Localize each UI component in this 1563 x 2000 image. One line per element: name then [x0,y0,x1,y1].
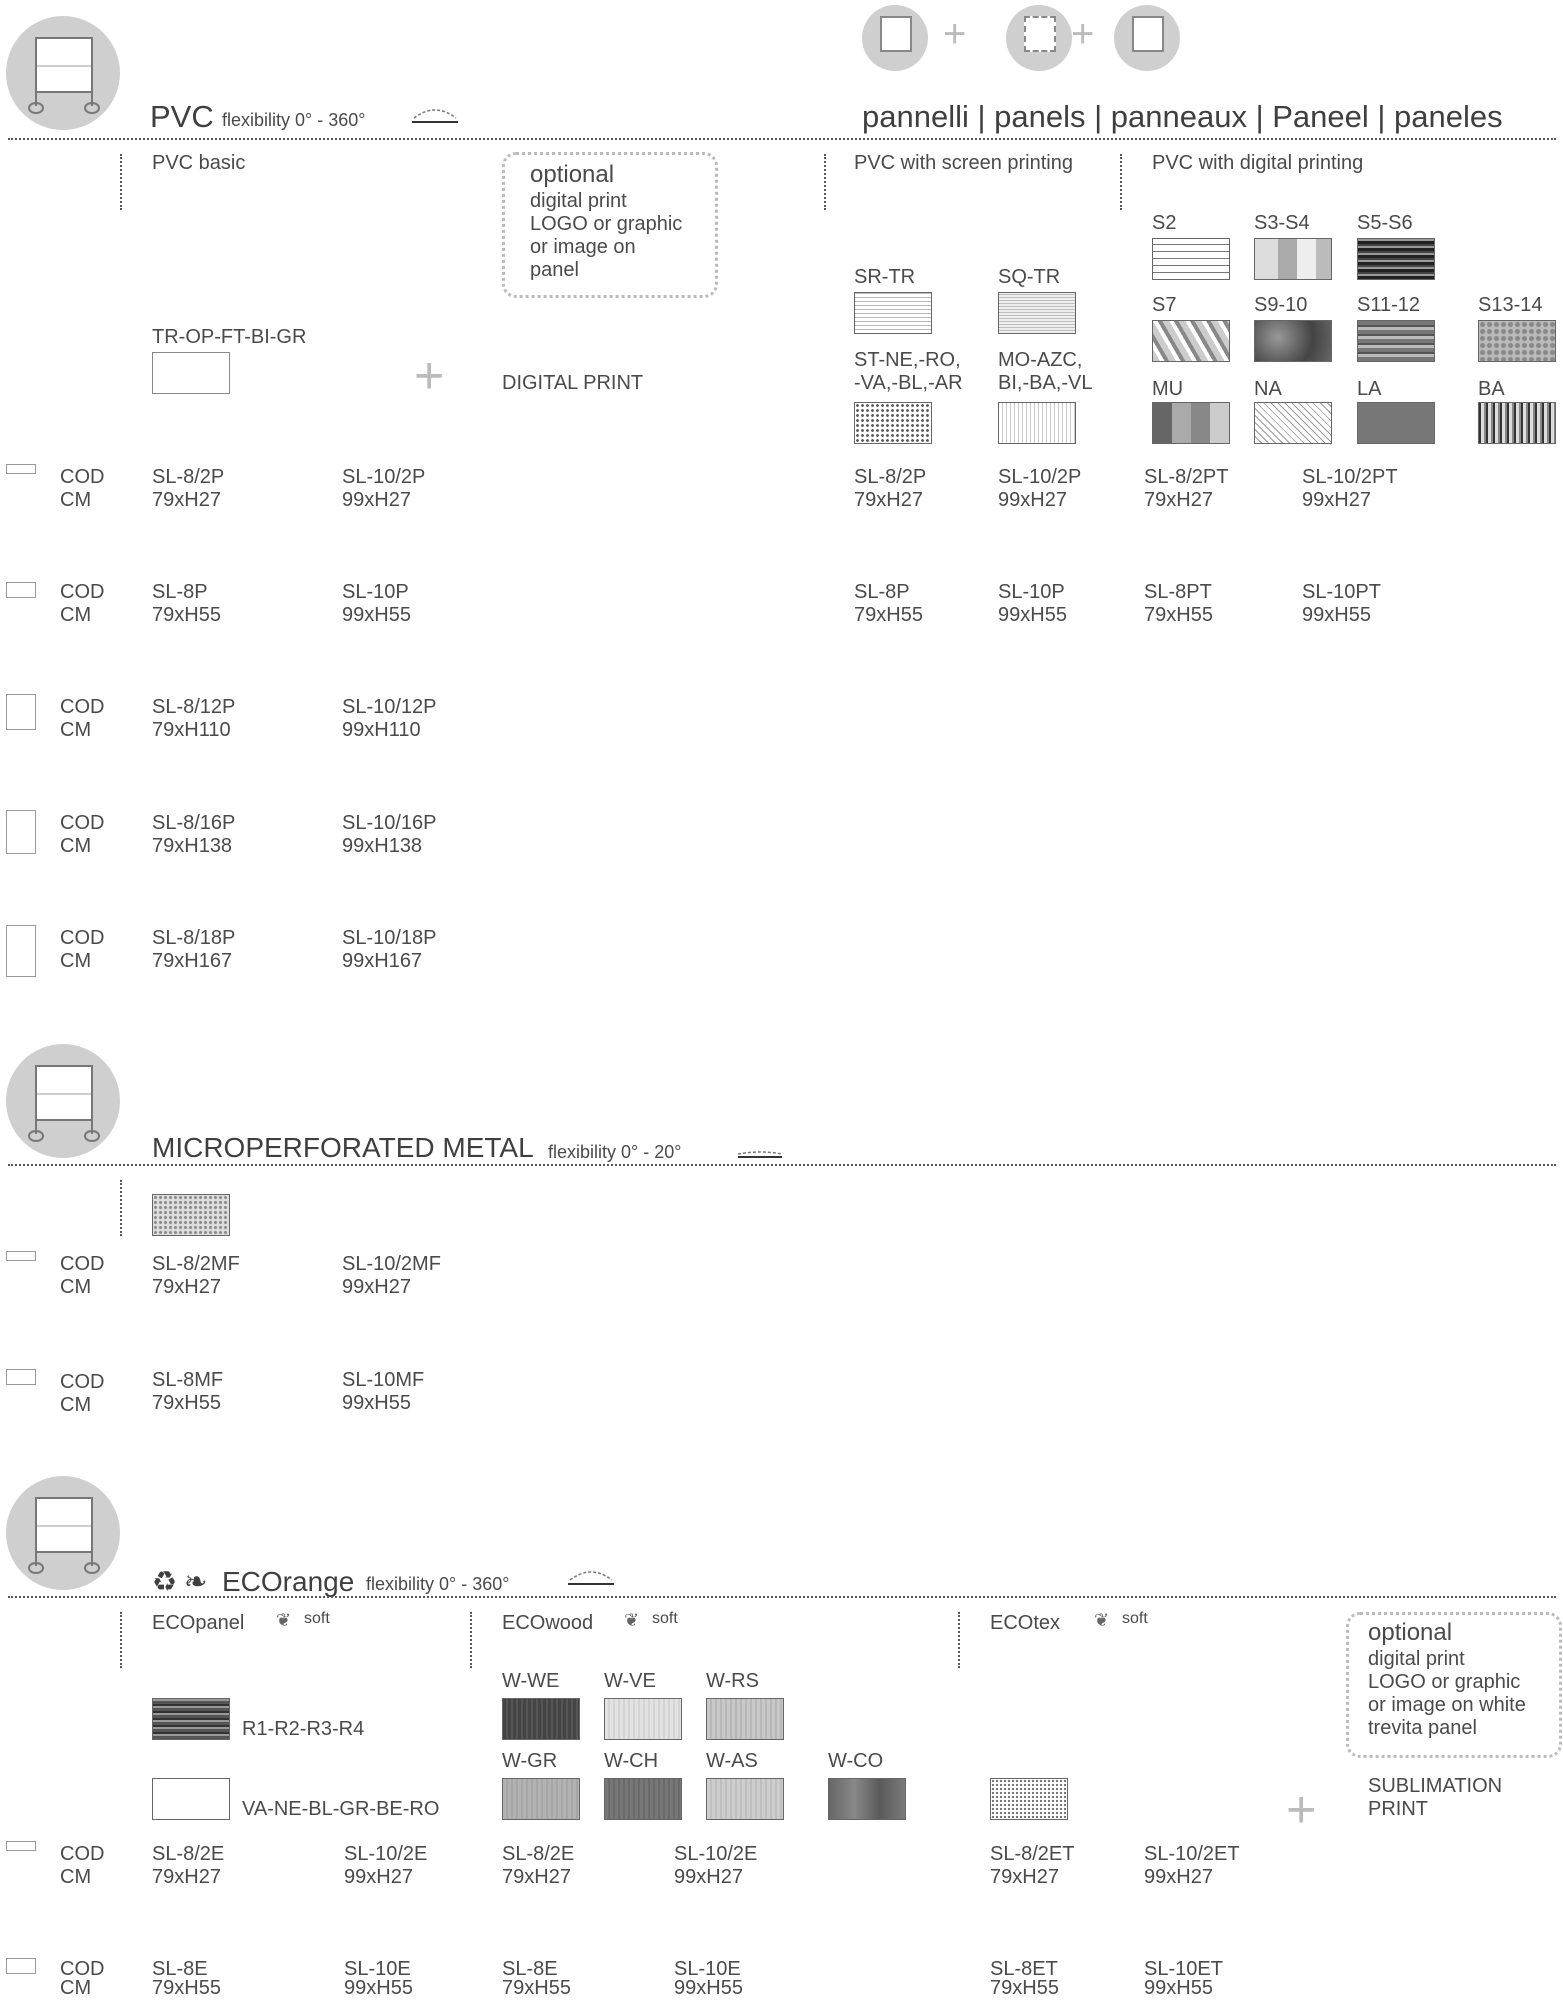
cm-label: CM [60,719,92,741]
swatch-sq-tr [998,292,1076,334]
swatch-s5-s6 [1357,238,1435,280]
panel-size-icon [6,582,36,598]
product-code: SL-8/2ET [990,1843,1075,1865]
product-size: 99xH55 [1144,1977,1213,1999]
product-size: 79xH55 [152,1392,221,1414]
product-code: SL-8E [152,1958,208,1980]
swatch-w-we [502,1698,580,1740]
optional-line: LOGO or graphic [1368,1671,1521,1693]
eco-flexibility: flexibility 0° - 360° [366,1574,510,1594]
product-code: SL-10PT [1302,581,1381,603]
swatch-ba [1478,402,1556,444]
plus-icon: + [1286,1781,1317,1839]
soft-leaf-icon: ❦ [1094,1610,1110,1630]
product-code: SL-10E [344,1958,411,1980]
divider [470,1612,472,1668]
product-size: 99xH167 [342,950,423,972]
wood-code: W-GR [502,1750,558,1772]
swatch-st [854,402,932,444]
product-code: SL-10/16P [342,812,437,834]
product-code: SL-8PT [1144,581,1212,603]
divider [8,1596,1556,1598]
swatch-microperforated [152,1194,230,1236]
cm-label: CM [60,1276,92,1298]
stand-icon-eco [6,1476,120,1590]
ecopanel-label: ECOpanel [152,1612,245,1634]
soft-label: soft [652,1610,678,1627]
divider [8,138,1556,140]
divider [120,1180,122,1236]
product-code: SL-8/18P [152,927,236,949]
swatch-code: MO-AZC, [998,349,1083,371]
product-size: 79xH27 [152,1276,221,1298]
ecotex-label: ECOtex [990,1612,1061,1634]
product-size: 99xH55 [998,604,1067,626]
panel-size-icon [6,1369,36,1385]
metal-title: MICROPERFORATED METAL [152,1132,534,1163]
pvc-flexibility: flexibility 0° - 360° [222,110,366,130]
swatch-code: S9-10 [1254,294,1308,316]
product-code: SL-10/2PT [1302,466,1398,488]
swatch-code: S11-12 [1357,294,1421,316]
swatch-code: S3-S4 [1254,212,1310,234]
product-code: SL-8P [152,581,208,603]
optional-title: optional [530,161,615,188]
swatch-ecotex [990,1778,1068,1820]
optional-line: or image on [530,236,636,258]
swatch-code: S5-S6 [1357,212,1413,234]
swatch-na [1254,402,1332,444]
product-code: SL-10P [998,581,1065,603]
plus-icon: + [414,347,445,405]
flexibility-icon [410,104,460,130]
product-code: SL-10/2E [344,1843,428,1865]
recycle-icon: ♻ [152,1566,178,1597]
metal-flexibility: flexibility 0° - 20° [548,1142,682,1162]
swatch-w-ve [604,1698,682,1740]
product-code: SL-8/2MF [152,1253,240,1275]
screen-printing-label: PVC with screen printing [854,152,1073,174]
product-code: SL-10P [342,581,409,603]
swatch-sr-tr [854,292,932,334]
stand-drawing [6,1476,120,1590]
divider [824,154,826,210]
panel-size-icon [6,810,36,854]
swatch-w-gr [502,1778,580,1820]
product-size: 99xH138 [342,835,423,857]
wood-code: W-CH [604,1750,659,1772]
optional-line: or image on white [1368,1694,1526,1716]
swatch-la [1357,402,1435,444]
product-size: 99xH55 [342,604,411,626]
soft-leaf-icon: ❦ [276,1610,292,1630]
cm-label: CM [60,1394,92,1416]
panel-size-icon [6,694,36,730]
swatch-code: BA [1478,378,1505,400]
cod-label: COD [60,927,105,949]
sublimation-label: PRINT [1368,1798,1428,1820]
swatch-code: NA [1254,378,1282,400]
product-size: 79xH55 [152,604,221,626]
product-size: 79xH27 [152,1866,221,1888]
product-size: 79xH138 [152,835,233,857]
soft-leaf-icon: ❦ [624,1610,640,1630]
product-code: SL-8/2E [152,1843,225,1865]
swatch-code: MU [1152,378,1184,400]
swatch-code: -VA,-BL,-AR [854,372,963,394]
product-code: SL-10/2E [674,1843,758,1865]
product-size: 99xH55 [1302,604,1371,626]
plus-icon: + [1071,12,1095,56]
product-code: SL-10/2P [342,466,426,488]
panel-size-icon [6,1958,36,1974]
swatch-code: BI,-BA,-VL [998,372,1093,394]
optional-line: LOGO or graphic [530,213,683,235]
swatch-s7 [1152,320,1230,362]
stand-drawing [6,16,120,130]
cod-label: COD [60,1371,105,1393]
panel-size-icon [6,464,36,474]
product-size: 79xH167 [152,950,233,972]
pvc-title: PVC [150,99,214,134]
pvc-basic-code: TR-OP-FT-BI-GR [152,326,307,348]
product-size: 99xH27 [344,1866,413,1888]
product-code: SL-8/2P [854,466,927,488]
swatch-code: ST-NE,-RO, [854,349,961,371]
product-code: SL-10ET [1144,1958,1223,1980]
cm-label: CM [60,835,92,857]
swatch-ecopanel-plain [152,1778,230,1820]
product-size: 99xH27 [1302,489,1371,511]
swatch-s9-10 [1254,320,1332,362]
digital-printing-label: PVC with digital printing [1152,152,1364,174]
cod-label: COD [60,1958,105,1980]
product-size: 79xH55 [990,1977,1059,1999]
ecopanel-code: R1-R2-R3-R4 [242,1718,365,1740]
stand-drawing [6,1044,120,1158]
product-code: SL-8/2E [502,1843,575,1865]
cod-label: COD [60,581,105,603]
divider [120,154,122,210]
product-code: SL-8MF [152,1369,224,1391]
panel-size-icon [6,1251,36,1261]
optional-title: optional [1368,1619,1453,1646]
cm-label: CM [60,1977,92,1999]
swatch-code: SR-TR [854,266,916,288]
product-size: 79xH110 [152,719,231,741]
product-code: SL-10E [674,1958,741,1980]
product-size: 99xH27 [998,489,1067,511]
panels-title: pannelli | panels | panneaux | Paneel | paneles [862,99,1503,134]
product-size: 99xH27 [1144,1866,1213,1888]
cod-label: COD [60,466,105,488]
product-code: SL-8E [502,1958,558,1980]
swatch-w-co [828,1778,906,1820]
swatch-code: S13-14 [1478,294,1543,316]
product-size: 99xH27 [342,489,411,511]
product-code: SL-10/2P [998,466,1082,488]
swatch-mo [998,402,1076,444]
product-code: SL-8ET [990,1958,1058,1980]
stand-icon-metal [6,1044,120,1158]
product-code: SL-8P [854,581,910,603]
soft-label: soft [1122,1610,1148,1627]
pvc-basic-label: PVC basic [152,152,246,174]
product-size: 99xH110 [342,719,421,741]
product-size: 79xH27 [502,1866,571,1888]
product-size: 79xH27 [854,489,923,511]
product-size: 79xH55 [152,1977,221,1999]
panel-size-icon [6,1841,36,1851]
stand-icon-pvc [6,16,120,130]
product-code: SL-8/16P [152,812,236,834]
ecowood-label: ECOwood [502,1612,594,1634]
product-size: 79xH27 [990,1866,1059,1888]
product-code: SL-8/12P [152,696,236,718]
product-size: 99xH55 [344,1977,413,1999]
panel-frame-icon [1024,16,1056,52]
swatch-w-ch [604,1778,682,1820]
cod-label: COD [60,812,105,834]
wood-code: W-RS [706,1670,759,1692]
swatch-s11-12 [1357,320,1435,362]
swatch-s2 [1152,238,1230,280]
product-size: 99xH55 [674,1977,743,1999]
panel-frame-icon [1132,16,1164,52]
product-code: SL-8/2PT [1144,466,1229,488]
wood-code: W-VE [604,1670,656,1692]
panel-size-icon [6,925,36,977]
pvc-basic-swatch [152,352,230,394]
cm-label: CM [60,950,92,972]
product-size: 99xH27 [674,1866,743,1888]
swatch-code: SQ-TR [998,266,1061,288]
product-size: 79xH55 [854,604,923,626]
product-code: SL-10/2MF [342,1253,441,1275]
leaf-icon: ❧ [184,1566,208,1597]
swatch-code: LA [1357,378,1382,400]
product-size: 79xH27 [1144,489,1213,511]
product-size: 79xH27 [152,489,221,511]
swatch-s13-14 [1478,320,1556,362]
panel-frame-icon [880,16,912,52]
optional-line: panel [530,259,579,281]
flexibility-icon [736,1146,784,1162]
cod-label: COD [60,696,105,718]
swatch-s3-s4 [1254,238,1332,280]
sublimation-label: SUBLIMATION [1368,1775,1503,1797]
cm-label: CM [60,489,92,511]
swatch-ecopanel-r [152,1698,230,1740]
product-size: 79xH55 [1144,604,1213,626]
divider [120,1612,122,1668]
product-size: 79xH55 [502,1977,571,1999]
eco-title: ECOrange [222,1566,355,1597]
wood-code: W-CO [828,1750,884,1772]
product-code: SL-8/2P [152,466,225,488]
cod-label: COD [60,1253,105,1275]
product-size: 99xH55 [342,1392,411,1414]
divider [958,1612,960,1668]
product-size: 99xH27 [342,1276,411,1298]
optional-line: trevita panel [1368,1717,1477,1739]
wood-code: W-WE [502,1670,560,1692]
swatch-code: S7 [1152,294,1177,316]
divider [1120,154,1122,210]
product-code: SL-10/18P [342,927,437,949]
swatch-w-rs [706,1698,784,1740]
optional-line: digital print [1368,1648,1465,1670]
digital-print-label: DIGITAL PRINT [502,372,644,394]
plus-icon: + [943,12,967,56]
swatch-code: S2 [1152,212,1177,234]
swatch-w-as [706,1778,784,1820]
optional-line: digital print [530,190,627,212]
wood-code: W-AS [706,1750,758,1772]
cm-label: CM [60,604,92,626]
divider [8,1164,1556,1166]
product-code: SL-10MF [342,1369,425,1391]
cm-label: CM [60,1866,92,1888]
cod-label: COD [60,1843,105,1865]
flexibility-icon [566,1566,616,1592]
swatch-mu [1152,402,1230,444]
product-code: SL-10/2ET [1144,1843,1240,1865]
product-code: SL-10/12P [342,696,437,718]
ecopanel-code: VA-NE-BL-GR-BE-RO [242,1798,440,1820]
soft-label: soft [304,1610,330,1627]
